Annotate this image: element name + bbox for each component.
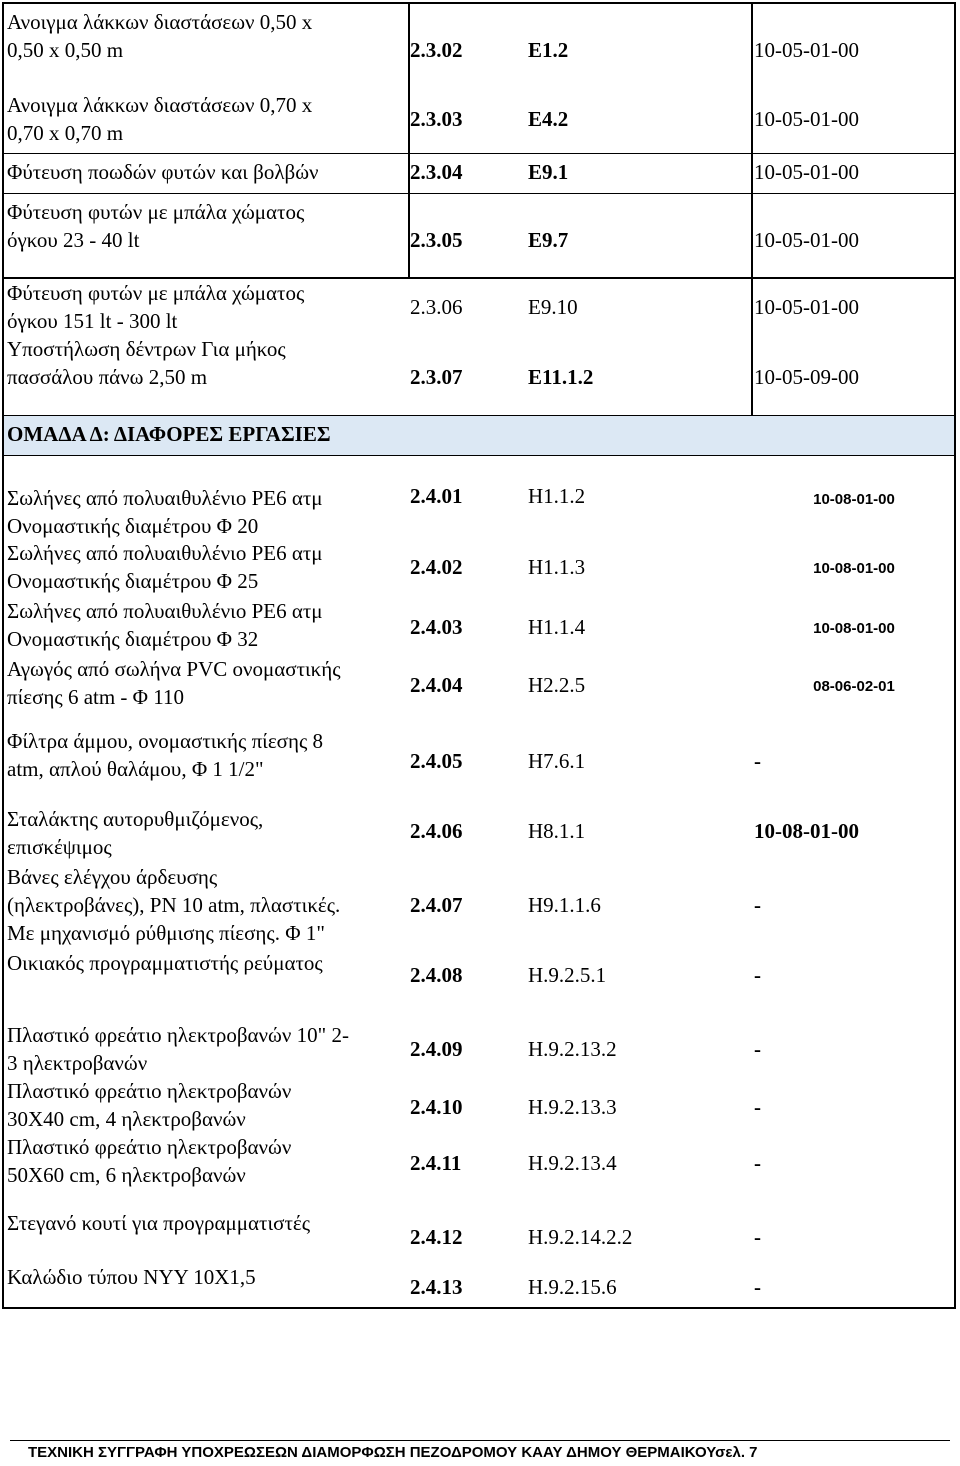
item-article: H2.2.5 <box>528 673 586 697</box>
item-article: E9.7 <box>528 228 569 252</box>
item-reference: 10-08-01-00 <box>813 560 895 577</box>
page-footer <box>28 1444 758 1461</box>
table-row <box>4 335 954 415</box>
footer-title: ΤΕΧΝΙΚΗ ΣΥΓΓΡΑΦΗ ΥΠΟΧΡΕΩΣΕΩΝ ΔΙΑΜΟΡΦΩΣΗ ΠΕΖΟΔΡΟΜΟΥ ΚΑΑΥ ΔΗΜΟΥ ΘΕΡΜΑΙΚΟΥ <box>28 1444 716 1461</box>
item-reference: 10-08-01-00 <box>754 819 859 843</box>
item-reference: 10-05-01-00 <box>754 107 859 131</box>
item-code: 2.4.13 <box>410 1275 463 1299</box>
table-row <box>4 2 954 91</box>
item-description: Σωλήνες από πολυαιθυλένιο PE6 ατμ Ονομαστικής διαμέτρου Φ 32 <box>7 599 323 651</box>
item-article: E9.10 <box>528 295 578 319</box>
table-row <box>4 455 954 538</box>
item-code: 2.4.07 <box>410 893 463 917</box>
table-row <box>4 585 954 651</box>
table-row <box>4 863 954 949</box>
item-article: E9.1 <box>528 160 569 184</box>
item-reference: - <box>754 1095 761 1119</box>
table-row <box>4 1007 954 1075</box>
item-article: H1.1.3 <box>528 555 586 579</box>
table-row <box>4 515 954 593</box>
item-code: 2.3.03 <box>410 107 463 131</box>
item-reference: - <box>754 963 761 987</box>
item-code: 2.4.06 <box>410 819 463 843</box>
table-row <box>4 1069 954 1129</box>
table-row <box>4 91 954 153</box>
item-code: 2.3.02 <box>410 38 463 62</box>
table-row <box>4 193 954 277</box>
item-description: Στεγανό κουτί για προγραμματιστές <box>7 1211 311 1235</box>
item-code: 2.3.05 <box>410 228 463 252</box>
item-article: H1.1.4 <box>528 615 586 639</box>
item-reference: 10-05-01-00 <box>754 160 859 184</box>
item-description: Σταλάκτης αυτορυθμιζόμενος, επισκέψιμος <box>7 807 264 859</box>
item-reference: 08-06-02-01 <box>813 678 895 695</box>
item-article: H.9.2.13.2 <box>528 1037 617 1061</box>
item-description: Υποστήλωση δέντρων Για μήκος πασσάλου πάνω 2,50 m <box>7 337 286 389</box>
item-code: 2.3.04 <box>410 160 463 184</box>
item-reference: - <box>754 749 761 773</box>
item-article: E4.2 <box>528 107 569 131</box>
item-article: H.9.2.13.4 <box>528 1151 617 1175</box>
item-description: Καλώδιο τύπου NYY 10X1,5 <box>7 1265 256 1289</box>
item-description: Ανοιγμα λάκκων διαστάσεων 0,70 x 0,70 x 0,70 m <box>7 93 313 145</box>
item-description: Οικιακός προγραμματιστής ρεύματος <box>7 951 323 975</box>
item-article: H.9.2.13.3 <box>528 1095 617 1119</box>
item-description: Σωλήνες από πολυαιθυλένιο PE6 ατμ Ονομαστικής διαμέτρου Φ 25 <box>7 541 323 593</box>
item-code: 2.4.09 <box>410 1037 463 1061</box>
item-code: 2.3.07 <box>410 365 463 389</box>
group-title: ΟΜΑΔΑ Δ: ΔΙΑΦΟΡΕΣ ΕΡΓΑΣΙΕΣ <box>7 422 331 446</box>
item-reference: - <box>754 1037 761 1061</box>
table-row <box>4 277 954 335</box>
item-code: 2.4.04 <box>410 673 463 697</box>
item-article: H.9.2.15.6 <box>528 1275 617 1299</box>
item-code: 2.4.02 <box>410 555 463 579</box>
table-row <box>4 1129 954 1199</box>
item-description: Ανοιγμα λάκκων διαστάσεων 0,50 x 0,50 x 0,50 m <box>7 10 313 62</box>
footer-divider <box>10 1440 950 1441</box>
item-description: Φύτευση ποωδών φυτών και βολβών <box>7 160 319 184</box>
item-reference: 10-05-09-00 <box>754 365 859 389</box>
item-reference: 10-08-01-00 <box>813 491 895 508</box>
item-description: Φίλτρα άμμου, ονομαστικής πίεσης 8 atm, απλού θαλάμου, Φ 1 1/2" <box>7 729 324 781</box>
item-reference: 10-05-01-00 <box>754 228 859 252</box>
item-code: 2.4.03 <box>410 615 463 639</box>
item-reference: - <box>754 1151 761 1175</box>
table-row <box>4 711 954 801</box>
item-code: 2.4.10 <box>410 1095 463 1119</box>
item-article: H.9.2.14.2.2 <box>528 1225 633 1249</box>
item-description: Φύτευση φυτών με μπάλα χώματος όγκου 23 - 40 lt <box>7 200 305 252</box>
item-article: H7.6.1 <box>528 749 586 773</box>
item-reference: - <box>754 893 761 917</box>
item-code: 2.4.11 <box>410 1151 462 1175</box>
specification-table <box>2 2 956 1309</box>
item-code: 2.4.08 <box>410 963 463 987</box>
item-article: H8.1.1 <box>528 819 586 843</box>
item-description: Πλαστικό φρεάτιο ηλεκτροβανών 50X60 cm, 6 ηλεκτροβανών <box>7 1135 292 1187</box>
item-description: Φύτευση φυτών με μπάλα χώματος όγκου 151 lt - 300 lt <box>7 281 305 333</box>
table-row <box>4 153 954 193</box>
table-row <box>4 643 954 711</box>
table-row <box>4 801 954 863</box>
item-reference: 10-08-01-00 <box>813 620 895 637</box>
item-description: Σωλήνες από πολυαιθυλένιο PE6 ατμ Ονομαστικής διαμέτρου Φ 20 <box>7 486 323 538</box>
item-description: Βάνες ελέγχου άρδευσης (ηλεκτροβάνες), PN 10 atm, πλαστικές. Με μηχανισμό ρύθμισης πίεσης. Φ 1" <box>7 865 341 945</box>
item-description: Αγωγός από σωλήνα PVC ονομαστικής πίεσης 6 atm - Φ 110 <box>7 657 341 709</box>
item-description: Πλαστικό φρεάτιο ηλεκτροβανών 30X40 cm, 4 ηλεκτροβανών <box>7 1079 292 1131</box>
item-reference: - <box>754 1225 761 1249</box>
item-reference: - <box>754 1275 761 1299</box>
item-reference: 10-05-01-00 <box>754 295 859 319</box>
table-row <box>4 949 954 1007</box>
table-row <box>4 1259 954 1307</box>
table-row <box>4 1199 954 1259</box>
item-code: 2.4.05 <box>410 749 463 773</box>
item-article: E11.1.2 <box>528 365 594 389</box>
group-header <box>4 415 954 455</box>
item-reference: 10-05-01-00 <box>754 38 859 62</box>
page-number: σελ. 7 <box>715 1444 758 1461</box>
item-article: E1.2 <box>528 38 569 62</box>
item-code: 2.4.01 <box>410 484 463 508</box>
item-article: H9.1.1.6 <box>528 893 601 917</box>
item-code: 2.4.12 <box>410 1225 463 1249</box>
item-description: Πλαστικό φρεάτιο ηλεκτροβανών 10" 2- 3 ηλεκτροβανών <box>7 1023 349 1075</box>
item-code: 2.3.06 <box>410 295 463 319</box>
item-article: H1.1.2 <box>528 484 586 508</box>
item-article: H.9.2.5.1 <box>528 963 607 987</box>
